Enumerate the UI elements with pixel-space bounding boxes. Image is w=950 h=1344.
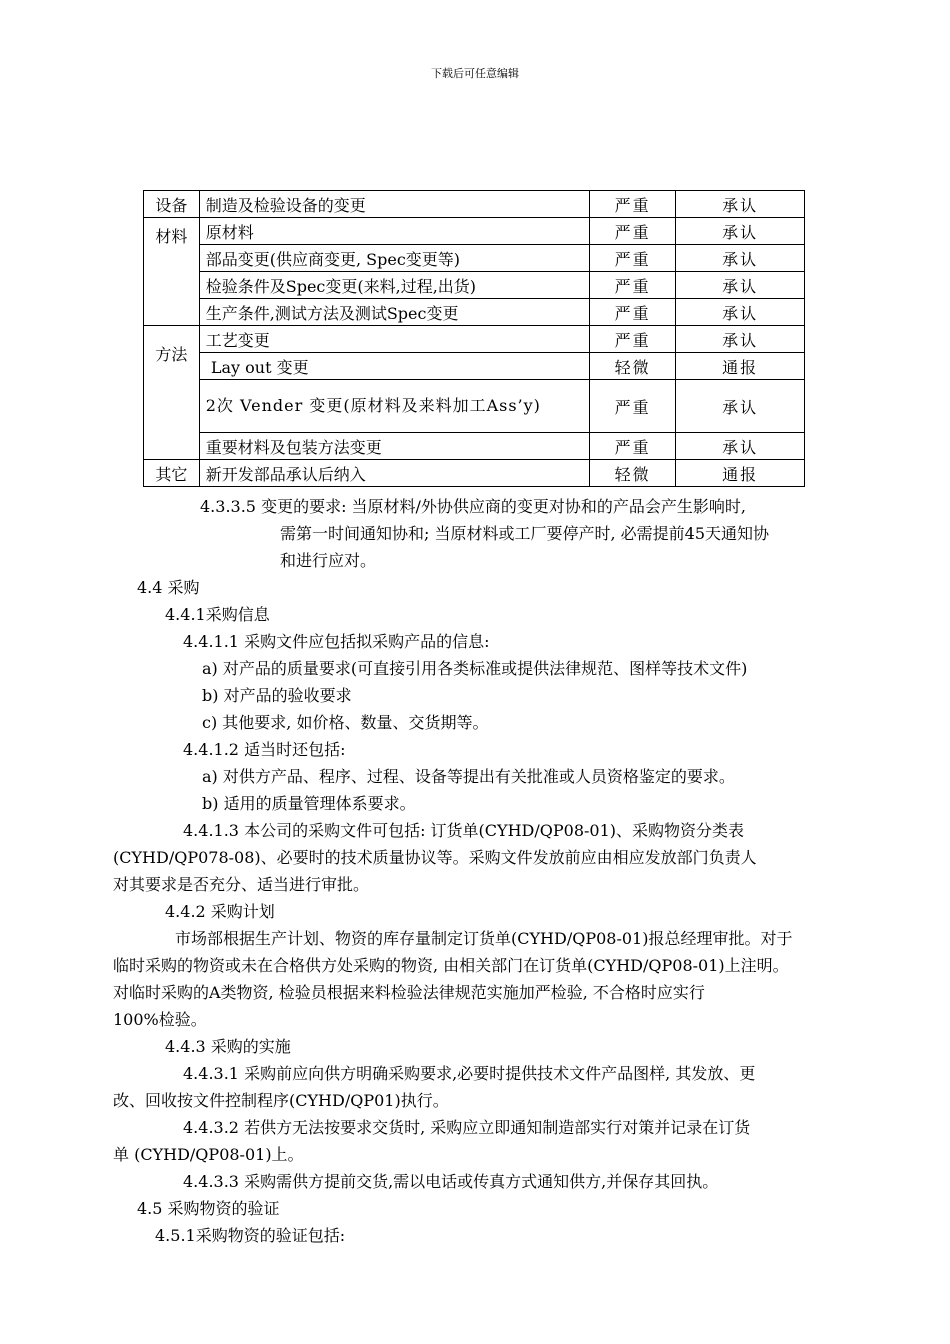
section-heading-4-4: 4.4 采购 <box>137 578 200 597</box>
action-cell: 承认 <box>676 245 805 272</box>
table-row <box>144 218 805 245</box>
level-cell: 严重 <box>590 272 676 299</box>
action-cell: 承认 <box>676 380 805 433</box>
level-cell: 严重 <box>590 218 676 245</box>
paragraph-4413-line2: (CYHD/QP078-08)、必要时的技术质量协议等。采购文件发放前应由相应发放部门负责人 <box>113 848 757 867</box>
section-heading-4-5-1: 4.5.1采购物资的验证包括: <box>155 1226 346 1245</box>
level-cell: 严重 <box>590 380 676 433</box>
list-item-4412-a: a) 对供方产品、程序、过程、设备等提出有关批准或人员资格鉴定的要求。 <box>202 767 735 786</box>
section-heading-4-4-3: 4.4.3 采购的实施 <box>165 1037 291 1056</box>
table-row <box>144 380 805 433</box>
item-cell: Lay out 变更 <box>199 353 589 380</box>
category-cell: 其它 <box>144 460 200 487</box>
item-cell: 工艺变更 <box>199 326 589 353</box>
section-heading-4-5: 4.5 采购物资的验证 <box>137 1199 280 1218</box>
action-cell: 承认 <box>676 433 805 460</box>
item-cell: 部品变更(供应商变更, Spec变更等) <box>199 245 589 272</box>
table-row <box>144 326 805 353</box>
item-cell: 生产条件,测试方法及测试Spec变更 <box>199 299 589 326</box>
list-item-4411-b: b) 对产品的验收要求 <box>202 686 352 705</box>
level-cell: 严重 <box>590 433 676 460</box>
paragraph-4433: 4.4.3.3 采购需供方提前交货,需以电话或传真方式通知供方,并保存其回执。 <box>183 1172 719 1191</box>
action-cell: 承认 <box>676 326 805 353</box>
item-cell: 新开发部品承认后纳入 <box>199 460 589 487</box>
paragraph-442-line3: 对临时采购的A类物资, 检验员根据来料检验法律规范实施加严检验, 不合格时应实行 <box>113 983 705 1002</box>
paragraph-4413-line1: 4.4.1.3 本公司的采购文件可包括: 订货单(CYHD/QP08-01)、采购物资分类表 <box>183 821 745 840</box>
change-classification-table <box>143 190 805 487</box>
level-cell: 严重 <box>590 245 676 272</box>
paragraph-4413-line3: 对其要求是否充分、适当进行审批。 <box>113 875 370 894</box>
paragraph-442-line1: 市场部根据生产计划、物资的库存量制定订货单(CYHD/QP08-01)报总经理审批。对于 <box>175 929 793 948</box>
table-row <box>144 433 805 460</box>
section-heading-4-4-1: 4.4.1采购信息 <box>165 605 270 624</box>
paragraph-4412: 4.4.1.2 适当时还包括: <box>183 740 346 759</box>
level-cell: 严重 <box>590 299 676 326</box>
paragraph-4411: 4.4.1.1 采购文件应包括拟采购产品的信息: <box>183 632 490 651</box>
item-cell: 检验条件及Spec变更(来料,过程,出货) <box>199 272 589 299</box>
action-cell: 承认 <box>676 272 805 299</box>
page-header-note: 下载后可任意编辑 <box>431 67 519 80</box>
category-cell: 设备 <box>144 191 200 218</box>
list-item-4412-b: b) 适用的质量管理体系要求。 <box>202 794 416 813</box>
section-heading-4-4-2: 4.4.2 采购计划 <box>165 902 275 921</box>
action-cell: 承认 <box>676 299 805 326</box>
item-cell: 原材料 <box>199 218 589 245</box>
paragraph-4432-line1: 4.4.3.2 若供方无法按要求交货时, 采购应立即通知制造部实行对策并记录在订货 <box>183 1118 751 1137</box>
level-cell: 轻微 <box>590 460 676 487</box>
paragraph-4335-line3: 和进行应对。 <box>280 551 377 570</box>
item-cell: 重要材料及包装方法变更 <box>199 433 589 460</box>
action-cell: 通报 <box>676 353 805 380</box>
action-cell: 通报 <box>676 460 805 487</box>
paragraph-4432-line2: 单 (CYHD/QP08-01)上。 <box>113 1145 304 1164</box>
paragraph-442-line2: 临时采购的物资或未在合格供方处采购的物资, 由相关部门在订货单(CYHD/QP08-01)上注明。 <box>113 956 789 975</box>
level-cell: 严重 <box>590 191 676 218</box>
item-cell: 制造及检验设备的变更 <box>199 191 589 218</box>
table-row <box>144 245 805 272</box>
level-cell: 严重 <box>590 326 676 353</box>
table-row <box>144 353 805 380</box>
list-item-4411-a: a) 对产品的质量要求(可直接引用各类标准或提供法律规范、图样等技术文件) <box>202 659 748 678</box>
item-cell: 2次 Vender 变更(原材料及来料加工Ass’y) <box>199 380 589 433</box>
paragraph-4431-line1: 4.4.3.1 采购前应向供方明确采购要求,必要时提供技术文件产品图样, 其发放、更 <box>183 1064 756 1083</box>
table-row <box>144 272 805 299</box>
list-item-4411-c: c) 其他要求, 如价格、数量、交货期等。 <box>202 713 489 732</box>
table-row <box>144 191 805 218</box>
category-cell: 方法 <box>144 326 200 460</box>
paragraph-4335-line1: 4.3.3.5 变更的要求: 当原材料/外协供应商的变更对协和的产品会产生影响时, <box>200 497 747 516</box>
paragraph-442-line4: 100%检验。 <box>113 1010 207 1029</box>
level-cell: 轻微 <box>590 353 676 380</box>
paragraph-4431-line2: 改、回收按文件控制程序(CYHD/QP01)执行。 <box>113 1091 449 1110</box>
paragraph-4335-line2: 需第一时间通知协和; 当原材料或工厂要停产时, 必需提前45天通知协 <box>280 524 770 543</box>
table-row <box>144 460 805 487</box>
action-cell: 承认 <box>676 218 805 245</box>
table-row <box>144 299 805 326</box>
category-cell: 材料 <box>144 218 200 326</box>
action-cell: 承认 <box>676 191 805 218</box>
